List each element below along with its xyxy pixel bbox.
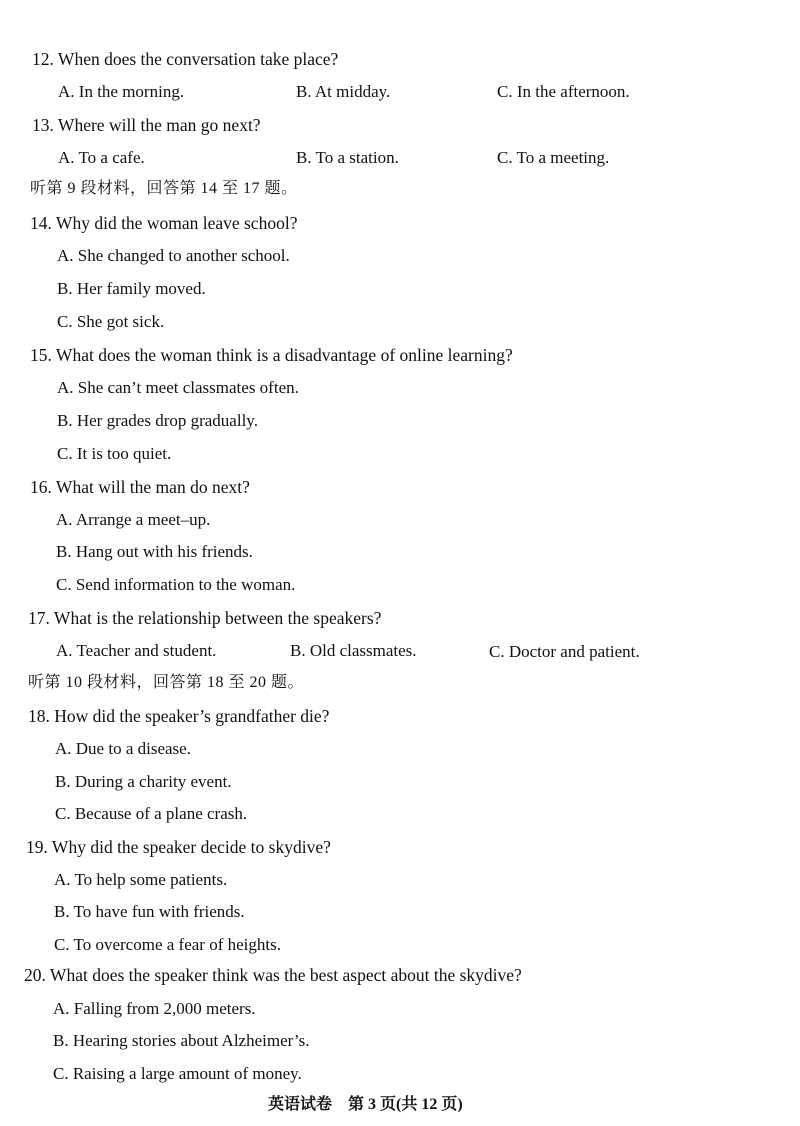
question-17-option-c: C. Doctor and patient. (489, 642, 640, 661)
question-14-option-b: B. Her family moved. (57, 279, 206, 298)
question-15-option-c: C. It is too quiet. (57, 444, 172, 463)
question-13-option-b: B. To a station. (296, 148, 399, 167)
question-16-option-c: C. Send information to the woman. (56, 575, 296, 594)
question-14-option-a: A. She changed to another school. (57, 246, 290, 265)
question-20-stem: 20. What does the speaker think was the best aspect about the skydive? (24, 965, 522, 985)
question-17-option-b: B. Old classmates. (290, 641, 417, 660)
question-12-option-c: C. In the afternoon. (497, 82, 630, 101)
question-18-option-c: C. Because of a plane crash. (55, 804, 248, 823)
section-header-10: 听第 10 段材料，回答第 18 至 20 题。 (28, 674, 305, 691)
question-19-option-a: A. To help some patients. (54, 870, 228, 889)
question-19-option-c: C. To overcome a fear of heights. (54, 935, 281, 954)
question-15-stem: 15. What does the woman think is a disadvantage of online learning? (30, 345, 513, 365)
question-17-option-a: A. Teacher and student. (56, 641, 217, 660)
question-15-option-b: B. Her grades drop gradually. (57, 411, 258, 430)
question-16-option-b: B. Hang out with his friends. (56, 542, 253, 561)
question-12-option-b: B. At midday. (296, 82, 391, 101)
question-17-stem: 17. What is the relationship between the speakers? (28, 608, 382, 628)
question-16-option-a: A. Arrange a meet–up. (56, 510, 211, 529)
page-footer: 英语试卷 第 3 页(共 12 页) (268, 1096, 463, 1113)
question-12-stem: 12. When does the conversation take place? (32, 49, 339, 69)
question-12-option-a: A. In the morning. (58, 82, 185, 101)
question-20-option-b: B. Hearing stories about Alzheimer’s. (53, 1031, 310, 1050)
question-18-stem: 18. How did the speaker’s grandfather die? (28, 706, 330, 726)
section-header-9: 听第 9 段材料，回答第 14 至 17 题。 (30, 180, 298, 197)
question-19-option-b: B. To have fun with friends. (54, 902, 245, 921)
question-14-stem: 14. Why did the woman leave school? (30, 213, 298, 233)
question-20-option-a: A. Falling from 2,000 meters. (53, 999, 256, 1018)
question-16-stem: 16. What will the man do next? (30, 477, 250, 497)
question-18-option-b: B. During a charity event. (55, 772, 232, 791)
question-14-option-c: C. She got sick. (57, 312, 165, 331)
question-15-option-a: A. She can’t meet classmates often. (57, 378, 299, 397)
question-13-option-c: C. To a meeting. (497, 148, 610, 167)
question-13-option-a: A. To a cafe. (58, 148, 145, 167)
question-13-stem: 13. Where will the man go next? (32, 115, 261, 135)
question-19-stem: 19. Why did the speaker decide to skydive? (26, 837, 331, 857)
question-20-option-c: C. Raising a large amount of money. (53, 1064, 302, 1083)
question-18-option-a: A. Due to a disease. (55, 739, 191, 758)
